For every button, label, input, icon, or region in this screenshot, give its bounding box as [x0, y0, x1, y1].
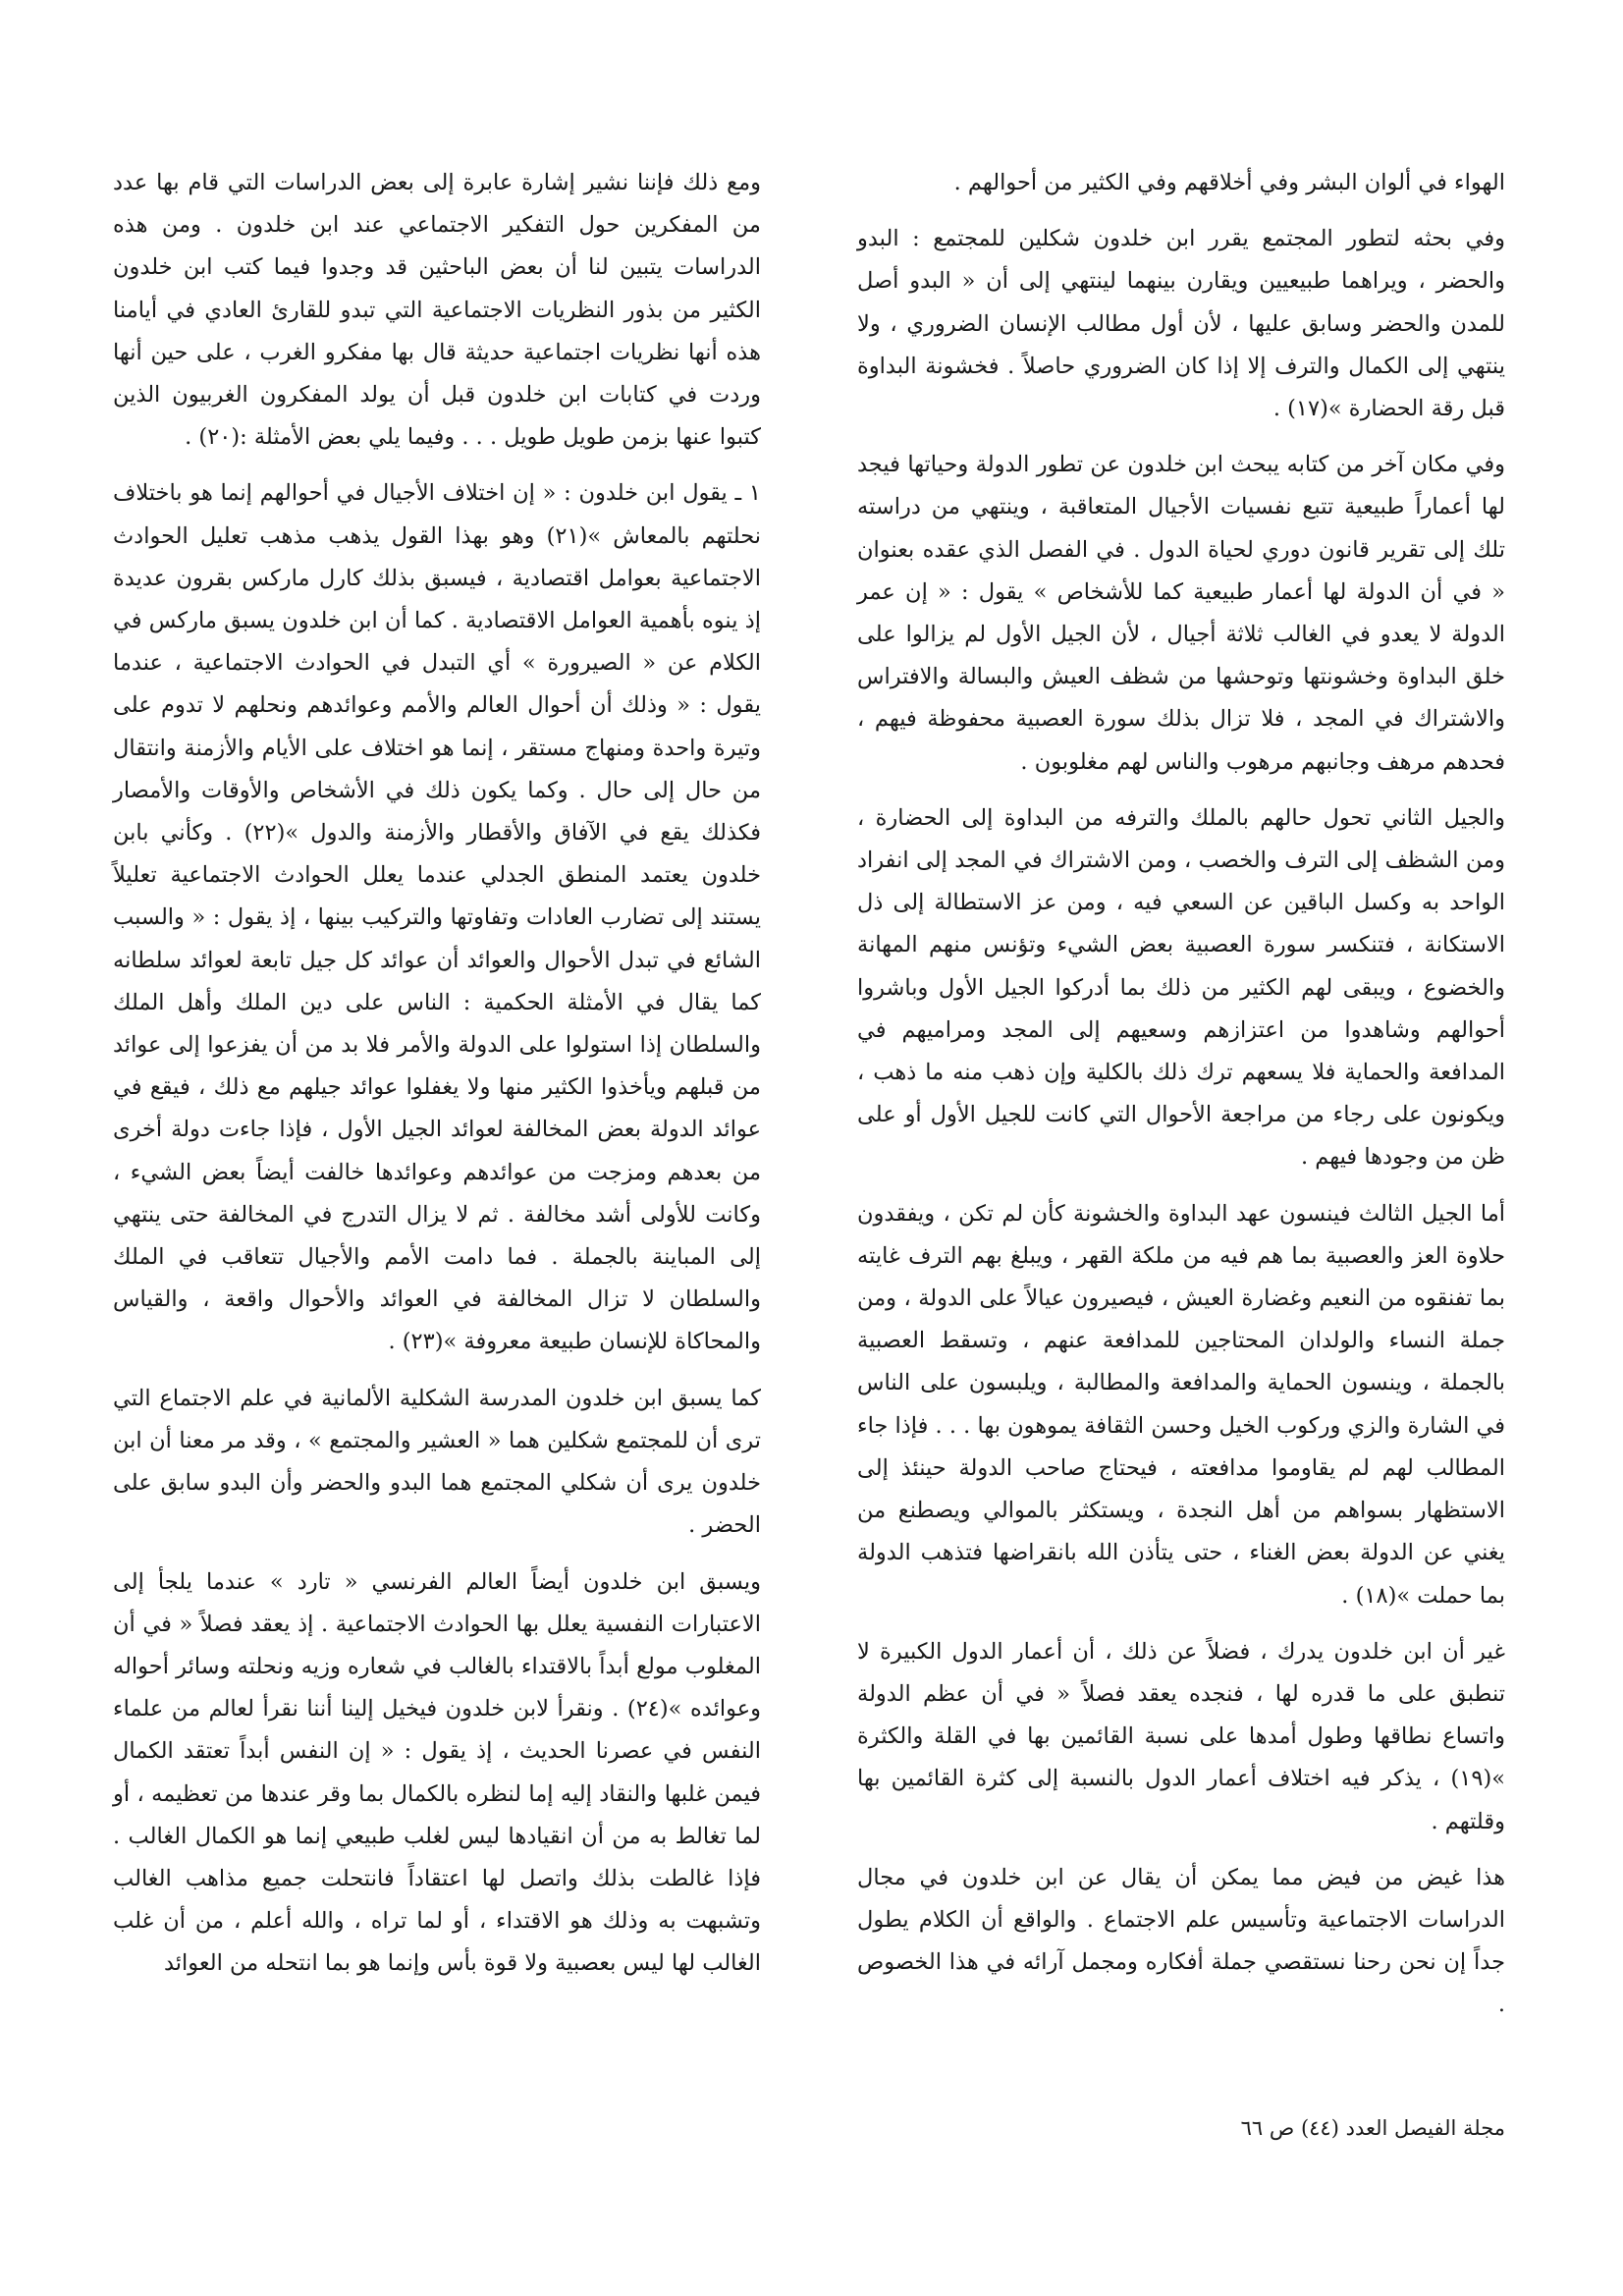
- paragraph: والجيل الثاني تحول حالهم بالملك والترفه من البداوة إلى الحضارة ، ومن الشظف إلى الترف والخصب ، ومن الاشتراك في المجد إلى انفراد الواحد به وكسل الباقين عن السعي فيه ، ومن عز الاستطالة إلى ذل الاستكانة ، فتنكسر سورة العصبية بعض الشيء وتؤنس منهم المهانة والخضوع ، ويبقى لهم الكثير من ذلك بما أدركوا الجيل الأول وباشروا أحوالهم وشاهدوا من اعتزازهم وسعيهم إلى المجد ومراميهم في المدافعة والحماية فلا يسعهم ترك ذلك بالكلية وإن ذهب منه ما ذهب ، ويكونون على رجاء من مراجعة الأحوال التي كانت للجيل الأول أو على ظن من وجودها فيهم .: [857, 804, 1505, 1171]
- paragraph: وفي بحثه لتطور المجتمع يقرر ابن خلدون شكلين للمجتمع : البدو والحضر ، ويراهما طبيعيين ويقارن بينهما لينتهي إلى أن « البدو أصل للمدن والحضر وسابق عليها ، لأن أول مطالب الإنسان الضروري ، ولا ينتهي إلى الكمال والترف إلا إذا كان الضروري حاصلاً . فخشونة البداوة قبل رقة الحضارة »(١٧) .: [857, 226, 1505, 422]
- paragraph: ١ ـ يقول ابن خلدون : « إن اختلاف الأجيال في أحوالهم إنما هو باختلاف نحلتهم بالمعاش »(٢١) وهو بهذا القول يذهب مذهب تعليل الحوادث الاجتماعية بعوامل اقتصادية ، فيسبق بذلك كارل ماركس بقرون عديدة إذ ينوه بأهمية العوامل الاقتصادية . كما أن ابن خلدون يسبق ماركس في الكلام عن « الصيرورة » أي التبدل في الحوادث الاجتماعية ، عندما يقول : « وذلك أن أحوال العالم والأمم وعوائدهم ونحلهم لا تدوم على وتيرة واحدة ومنهاج مستقر ، إنما هو اختلاف على الأيام والأزمنة وانتقال من حال إلى حال . وكما يكون ذلك في الأشخاص والأوقات والأمصار فكذلك يقع في الآفاق والأقطار والأزمنة والدول »(٢٢) . وكأني بابن خلدون يعتمد المنطق الجدلي عندما يعلل الحوادث الاجتماعية تعليلاً يستند إلى تضارب العادات وتفاوتها والتركيب بينها ، إذ يقول : « والسبب الشائع في تبدل الأحوال والعوائد أن عوائد كل جيل تابعة لعوائد سلطانه كما يقال في الأمثلة الحكمية : الناس على دين الملك وأهل الملك والسلطان إذا استولوا على الدولة والأمر فلا بد من أن يفزعوا إلى عوائد من قبلهم ويأخذوا الكثير منها ولا يغفلوا عوائد جيلهم مع ذلك ، فيقع في عوائد الدولة بعض المخالفة لعوائد الجيل الأول ، فإذا جاءت دولة أخرى من بعدهم ومزجت من عوائدهم وعوائدها خالفت أيضاً بعض الشيء ، وكانت للأولى أشد مخالفة . ثم لا يزال التدرج في المخالفة حتى ينتهي إلى المباينة بالجملة . فما دامت الأمم والأجيال تتعاقب في الملك والسلطان لا تزال المخالفة في العوائد والأحوال واقعة ، والقياس والمحاكاة للإنسان طبيعة معروفة »(٢٣) .: [113, 480, 762, 1355]
- paragraph: ويسبق ابن خلدون أيضاً العالم الفرنسي « تارد » عندما يلجأ إلى الاعتبارات النفسية يعلل بها الحوادث الاجتماعية . إذ يعقد فصلاً « في أن المغلوب مولع أبداً بالاقتداء بالغالب في شعاره وزيه ونحلته وسائر أحواله وعوائده »(٢٤) . ونقرأ لابن خلدون فيخيل إلينا أننا نقرأ لعالم من علماء النفس في عصرنا الحديث ، إذ يقول : « إن النفس أبداً تعتقد الكمال فيمن غلبها والنقاد إليه إما لنظره بالكمال بما وقر عندها من تعظيمه ، أو لما تغالط به من أن انقيادها ليس لغلب طبيعي إنما هو الكمال الغالب . فإذا غالطت بذلك واتصل لها اعتقاداً فانتحلت جميع مذاهب الغالب وتشبهت به وذلك هو الاقتداء ، أو لما تراه ، والله أعلم ، من أن غلب الغالب لها ليس بعصبية ولا قوة بأس وإنما هو بما انتحله من العوائد: [113, 1568, 761, 1977]
- right-column: [857, 162, 1505, 2041]
- paragraph: كما يسبق ابن خلدون المدرسة الشكلية الألمانية في علم الاجتماع التي ترى أن للمجتمع شكلين هما « العشير والمجتمع » ، وقد مر معنا أن ابن خلدون يرى أن شكلي المجتمع هما البدو والحضر وأن البدو سابق على الحضر .: [113, 1385, 761, 1539]
- paragraph: غير أن ابن خلدون يدرك ، فضلاً عن ذلك ، أن أعمار الدول الكبيرة لا تنطبق على ما قدره لها ، فنجده يعقد فصلاً « في أن عظم الدولة واتساع نطاقها وطول أمدها على نسبة القائمين بها في القلة والكثرة »(١٩) ، يذكر فيه اختلاف أعمار الدول بالنسبة إلى كثرة القائمين بها وقلتهم .: [857, 1638, 1505, 1834]
- paragraph: أما الجيل الثالث فينسون عهد البداوة والخشونة كأن لم تكن ، ويفقدون حلاوة العز والعصبية بما هم فيه من ملكة القهر ، ويبلغ بهم الترف غايته بما تفنقوه من النعيم وغضارة العيش ، فيصيرون عيالاً على الدولة ، ومن جملة النساء والولدان المحتاجين للمدافعة عنهم ، وتسقط العصبية بالجملة ، وينسون الحماية والمدافعة والمطالبة ، ويلبسون على الناس في الشارة والزي وركوب الخيل وحسن الثقافة يموهون بها . . . فإذا جاء المطالب لهم لم يقاوموا مدافعته ، فيحتاج صاحب الدولة حينئذ إلى الاستظهار بسواهم من أهل النجدة ، ويستكثر بالموالي ويصطنع من يغني عن الدولة بعض الغناء ، حتى يتأذن الله بانقراضها فتذهب الدولة بما حملت »(١٨) .: [857, 1200, 1505, 1609]
- page-footer: مجلة الفيصل العدد (٤٤) ص ٦٦: [1240, 2116, 1505, 2140]
- paragraph: الهواء في ألوان البشر وفي أخلاقهم وفي الكثير من أحوالهم .: [953, 170, 1505, 195]
- paragraph: ومع ذلك فإننا نشير إشارة عابرة إلى بعض الدراسات التي قام بها عدد من المفكرين حول التفكير الاجتماعي عند ابن خلدون . ومن هذه الدراسات يتبين لنا أن بعض الباحثين قد وجدوا فيما كتب ابن خلدون الكثير من بذور النظريات الاجتماعية التي تبدو للقارئ العادي في أيامنا هذه أنها نظريات اجتماعية حديثة قال بها مفكرو الغرب ، على حين أنها وردت في كتابات ابن خلدون قبل أن يولد المفكرون الغربيون الذين كتبوا عنها بزمن طويل طويل . . . وفيما يلي بعض الأمثلة :(٢٠) .: [113, 170, 761, 451]
- paragraph: هذا غيض من فيض مما يمكن أن يقال عن ابن خلدون في مجال الدراسات الاجتماعية وتأسيس علم الاجتماع . والواقع أن الكلام يطول جداً إن نحن رحنا نستقصي جملة أفكاره ومجمل آرائه في هذا الخصوص .: [857, 1864, 1505, 2018]
- left-column: [113, 162, 761, 1999]
- paragraph: وفي مكان آخر من كتابه يبحث ابن خلدون عن تطور الدولة وحياتها فيجد لها أعماراً طبيعية تتبع نفسيات الأجيال المتعاقبة ، وينتهي من دراسته تلك إلى تقرير قانون دوري لحياة الدول . في الفصل الذي عقده بعنوان « في أن الدولة لها أعمار طبيعية كما للأشخاص » يقول : « إن عمر الدولة لا يعدو في الغالب ثلاثة أجيال ، لأن الجيل الأول لم يزالوا على خلق البداوة وخشونتها وتوحشها من شظف العيش والبسالة والافتراس والاشتراك في المجد ، فلا تزال بذلك سورة العصبية محفوظة فيهم ، فحدهم مرهف وجانبهم مرهوب والناس لهم مغلوبون .: [857, 452, 1505, 775]
